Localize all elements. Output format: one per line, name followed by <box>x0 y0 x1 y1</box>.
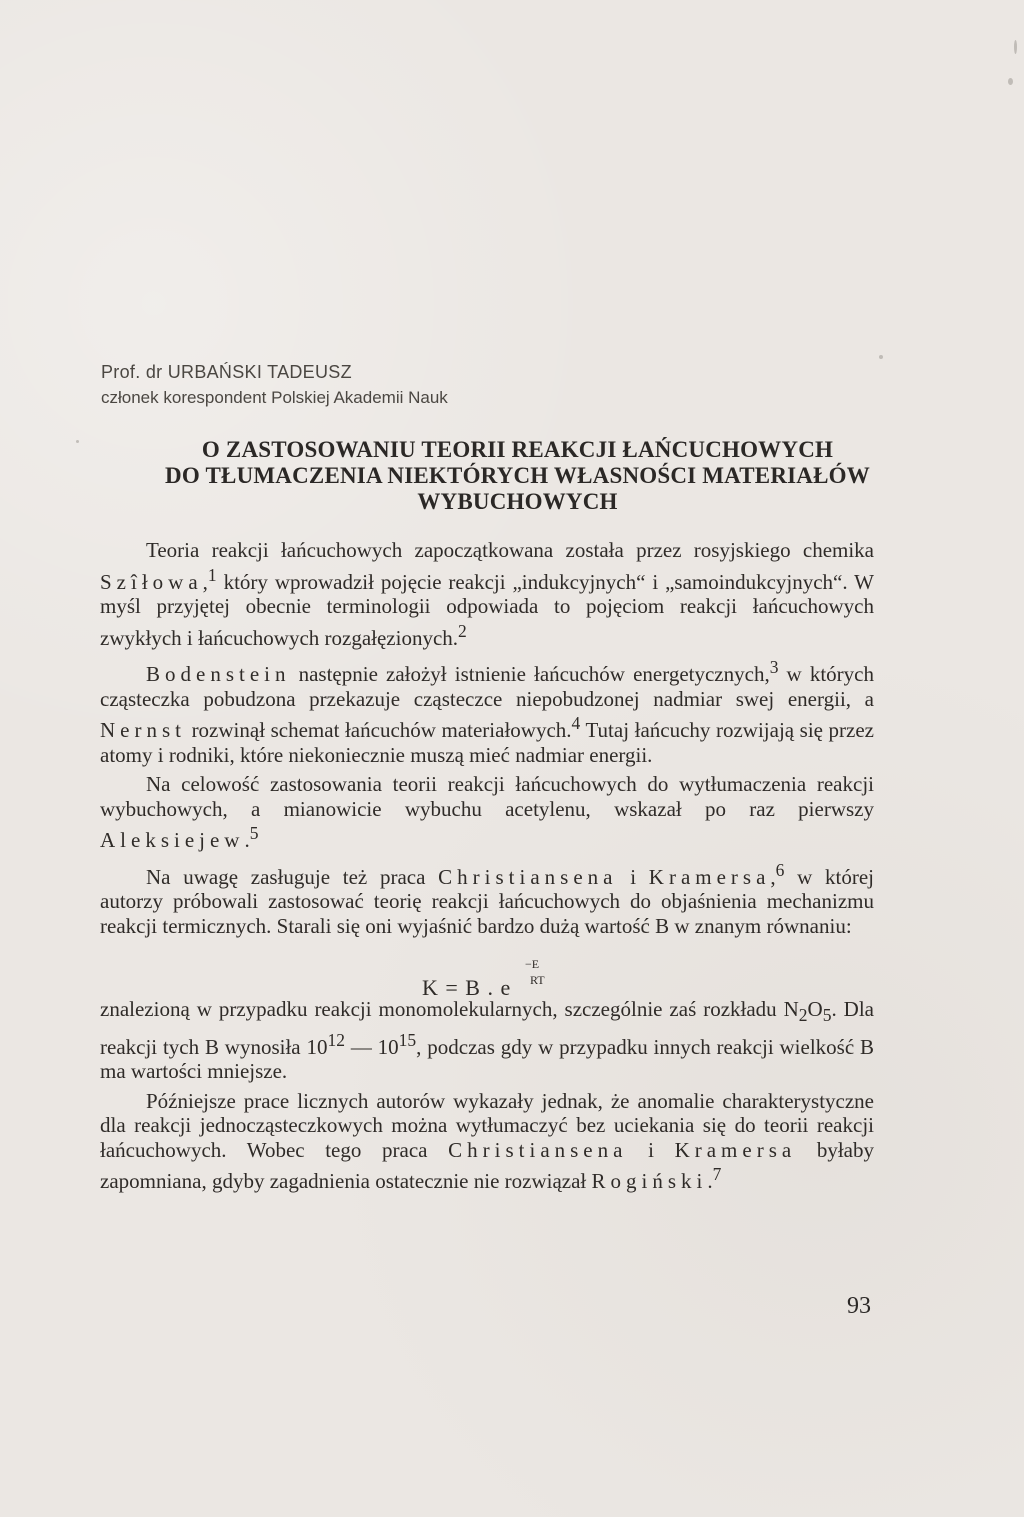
article-title <box>110 437 925 515</box>
paragraph-text: Tutaj łańcuchy rozwijają się przez atomy i rodniki, które niekoniecznie muszą mieć nadmiar energii. <box>100 718 875 767</box>
paragraph-text: Teoria reakcji łańcuchowych zapoczątkowana została przez rosyjskiego chemika <box>146 538 874 562</box>
article-body <box>100 538 874 1199</box>
paragraph-text: Późniejsze prace licznych autorów wykazały jednak, że anomalie charakterystyczne dla reakcji jednocząsteczkowych można wytłumaczyć bez uciekania się do teorii reakcji łańcuchowych. Wobec tego praca <box>100 1088 874 1162</box>
equation-exponent-bottom: RT <box>530 973 545 987</box>
superscript: 12 <box>327 1029 345 1050</box>
superscript: 15 <box>398 1029 417 1050</box>
paper-speck <box>1008 78 1013 85</box>
title-line: O ZASTOSOWANIU TEORII REAKCJI ŁAŃCUCHOWYCH <box>201 437 834 462</box>
paragraph-text: w której autorzy próbowali zastosować teorię reakcji łańcuchowych do objaśnienia mechanizmu reakcji termicznych. Starali się oni wyjaśnić bardzo dużą wartość B w znanym równaniu: <box>100 864 875 938</box>
author-block <box>101 360 821 410</box>
paragraph <box>100 655 874 767</box>
subscript: 2 <box>798 1005 808 1026</box>
footnote-ref: 3 <box>769 657 779 677</box>
paragraph-text: . Dla reakcji tych B wynosiła 10 <box>100 997 874 1059</box>
paragraph <box>100 1089 874 1194</box>
paragraph-text: , podczas gdy w przypadku innych reakcji wielkość B ma wartości mniejsze. <box>100 1034 875 1084</box>
paragraph-text: , <box>770 864 776 889</box>
paragraph-text: w których cząsteczka pobudzona przekazuje cząsteczce niepobudzonej nadmiar swej energii, a <box>100 662 874 711</box>
subscript: 5 <box>822 1005 832 1026</box>
author-name-inline: Christiansena <box>448 1137 628 1162</box>
footnote-ref: 4 <box>571 713 581 733</box>
paragraph-text: Na uwagę zasługuje też praca <box>146 864 439 889</box>
author-name-inline: Szîłowa <box>100 569 203 594</box>
paragraph-text: O <box>807 997 823 1021</box>
author-name-inline: Nernst <box>100 718 186 742</box>
paper-speck <box>1014 40 1017 54</box>
equation <box>100 943 874 1000</box>
paragraph-text: . <box>244 828 250 852</box>
paragraph <box>100 997 874 1084</box>
paragraph-text: który wprowadził pojęcie reakcji „indukcyjnych“ i „samoindukcyjnych“. W myśl przyjętej obecnie terminologii odpowiada to pojęciom reakcji łańcuchowych zwykłych i łańcuchowych rozgałęzionych. <box>100 569 874 650</box>
paragraph-text: — 10 <box>344 1034 399 1059</box>
author-name-inline: Rogiński <box>591 1169 708 1194</box>
paragraph-text: . <box>707 1169 713 1194</box>
title-line: WYBUCHOWYCH <box>417 489 618 514</box>
page-number: 93 <box>847 1293 871 1319</box>
equation-exponent-top: −E <box>525 957 540 971</box>
paragraph-text: , <box>202 569 208 594</box>
footnote-ref: 1 <box>207 564 217 585</box>
author-name-inline: Kramersa <box>648 864 771 889</box>
paragraph-text: i <box>617 864 649 889</box>
footnote-ref: 7 <box>712 1164 722 1185</box>
author-name-inline: Christiansena <box>438 864 618 889</box>
paragraph-text: i <box>627 1137 675 1162</box>
paragraph-text: byłaby zapomniana, gdyby zagadnienia ostatecznie nie rozwiązał <box>100 1137 875 1194</box>
author-name-inline: Aleksiejew <box>100 828 245 852</box>
author-role: członek korespondent Polskiej Akademii Nauk <box>101 388 448 407</box>
equation-main: K = B . e <box>422 975 512 1000</box>
footnote-ref: 5 <box>249 823 259 843</box>
paragraph-text: Na celowość zastosowania teorii reakcji łańcuchowych do wytłumaczenia reakcji wybuchowych, a mianowicie wybuchu acetylenu, wskazał po raz pierwszy <box>100 772 874 821</box>
paragraph-text: następnie założył istnienie łańcuchów energetycznych, <box>290 662 770 686</box>
paper-speck <box>879 355 883 359</box>
paragraph-text: rozwinął schemat łańcuchów materiałowych. <box>186 718 572 742</box>
author-name: Prof. dr URBAŃSKI TADEUSZ <box>101 362 352 382</box>
title-line: DO TŁUMACZENIA NIEKTÓRYCH WŁASNOŚCI MATERIAŁÓW <box>165 463 870 488</box>
footnote-ref: 2 <box>458 620 467 641</box>
author-name-inline: Bodenstein <box>146 662 291 686</box>
paper-speck <box>76 440 79 443</box>
paragraph-text: znalezioną w przypadku reakcji monomolekularnych, szczególnie zaś rozkładu N <box>100 997 799 1021</box>
footnote-ref: 6 <box>775 859 785 880</box>
paragraph <box>100 772 874 853</box>
paragraph <box>100 858 874 939</box>
paragraph <box>100 538 874 650</box>
author-name-inline: Kramersa <box>674 1137 797 1162</box>
